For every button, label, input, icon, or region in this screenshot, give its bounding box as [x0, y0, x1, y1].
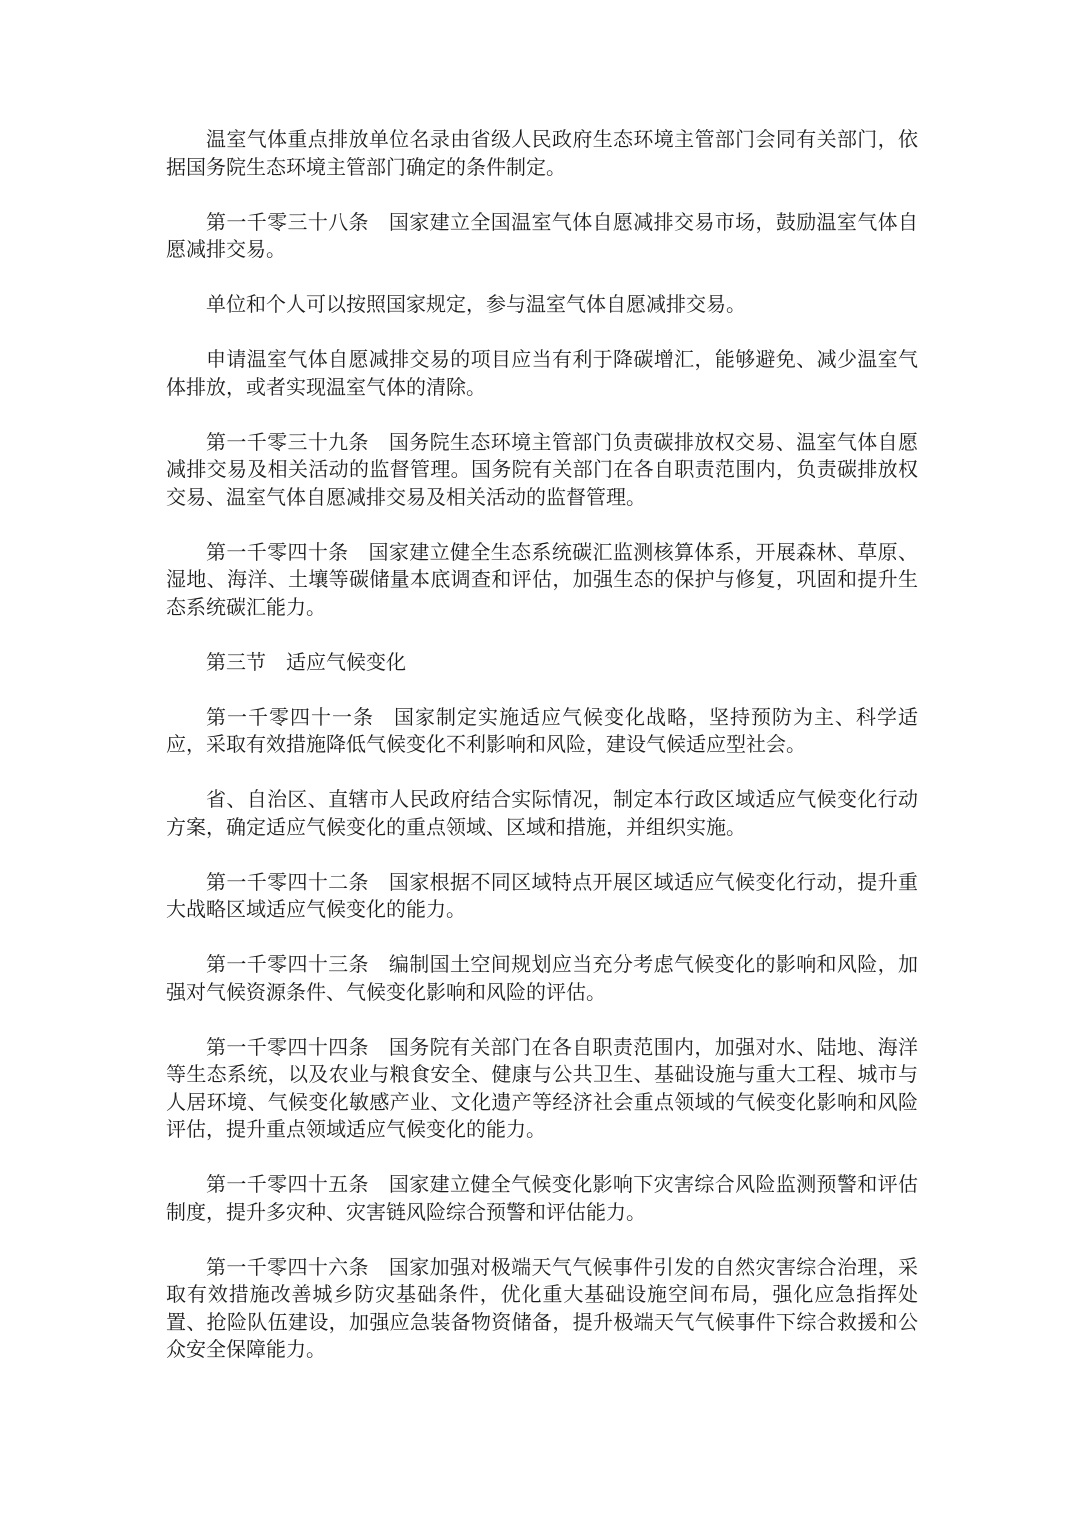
- article-1042: [166, 869, 918, 924]
- article-number: 第一千零四十条: [206, 539, 349, 564]
- paragraph-text: 国务院有关部门在各自职责范围内，加强对水、陆地、海洋等生态系统，以及农业与粮食安全、健康与公共卫生、基础设施与重大工程、城市与人居环境、气候变化敏感产业、文化遗产等经济社会重点领域的气候变化影响和风险评估，提升重点领域适应气候变化的能力。: [166, 1034, 919, 1141]
- article-1041: [166, 704, 918, 759]
- section-title: 适应气候变化: [286, 649, 406, 674]
- paragraph-text: 编制国土空间规划应当充分考虑气候变化的影响和风险，加强对气候资源条件、气候变化影响和风险的评估。: [166, 952, 919, 1004]
- article-1040: [166, 539, 918, 622]
- paragraph-text: 省、自治区、直辖市人民政府结合实际情况，制定本行政区域适应气候变化行动方案，确定适应气候变化的重点领域、区域和措施，并组织实施。: [166, 787, 918, 839]
- article-number: 第一千零四十四条: [206, 1034, 369, 1059]
- article-1043: [166, 951, 918, 1006]
- section-heading: [166, 649, 918, 677]
- paragraph-4: [166, 346, 918, 401]
- article-1039: [166, 429, 918, 512]
- article-number: 第一千零四十一条: [206, 704, 374, 729]
- paragraph-text: 国务院生态环境主管部门负责碳排放权交易、温室气体自愿减排交易及相关活动的监督管理。国务院有关部门在各自职责范围内，负责碳排放权交易、温室气体自愿减排交易及相关活动的监督管理。: [166, 429, 919, 509]
- article-1044: [166, 1034, 918, 1144]
- paragraph-text: 国家建立健全气候变化影响下灾害综合风险监测预警和评估制度，提升多灾种、灾害链风险综合预警和评估能力。: [166, 1172, 919, 1224]
- article-number: 第一千零三十八条: [206, 209, 369, 234]
- paragraph-text: 国家根据不同区域特点开展区域适应气候变化行动，提升重大战略区域适应气候变化的能力。: [166, 869, 919, 921]
- paragraph-text: 国家建立健全生态系统碳汇监测核算体系，开展森林、草原、湿地、海洋、土壤等碳储量本底调查和评估，加强生态的保护与修复，巩固和提升生态系统碳汇能力。: [166, 539, 919, 619]
- paragraph-text: 国家制定实施适应气候变化战略，坚持预防为主、科学适应，采取有效措施降低气候变化不利影响和风险，建设气候适应型社会。: [166, 704, 918, 756]
- section-number: 第三节: [206, 649, 266, 674]
- article-1045: [166, 1171, 918, 1226]
- paragraph-text: 国家加强对极端天气气候事件引发的自然灾害综合治理，采取有效措施改善城乡防灾基础条件，优化重大基础设施空间布局，强化应急指挥处置、抢险队伍建设，加强应急装备物资储备，提升极端天气气候事件下综合救援和公众安全保障能力。: [166, 1254, 919, 1361]
- document-body: [166, 126, 918, 1364]
- paragraph-text: 国家建立全国温室气体自愿减排交易市场，鼓励温室气体自愿减排交易。: [166, 209, 919, 261]
- paragraph-1: [166, 126, 918, 181]
- paragraph-3: [166, 291, 918, 319]
- paragraph-text: 申请温室气体自愿减排交易的项目应当有利于降碳增汇，能够避免、减少温室气体排放，或者实现温室气体的清除。: [166, 347, 918, 399]
- article-1046: [166, 1254, 918, 1364]
- paragraph-text: 温室气体重点排放单位名录由省级人民政府生态环境主管部门会同有关部门，依据国务院生态环境主管部门确定的条件制定。: [166, 127, 918, 179]
- article-number: 第一千零四十二条: [206, 869, 369, 894]
- article-number: 第一千零四十三条: [206, 952, 369, 976]
- paragraph-text: 单位和个人可以按照国家规定，参与温室气体自愿减排交易。: [206, 292, 746, 316]
- paragraph-provincial: [166, 786, 918, 841]
- article-number: 第一千零四十六条: [206, 1254, 369, 1279]
- article-1038: [166, 209, 918, 264]
- article-number: 第一千零四十五条: [206, 1172, 369, 1196]
- article-number: 第一千零三十九条: [206, 429, 369, 454]
